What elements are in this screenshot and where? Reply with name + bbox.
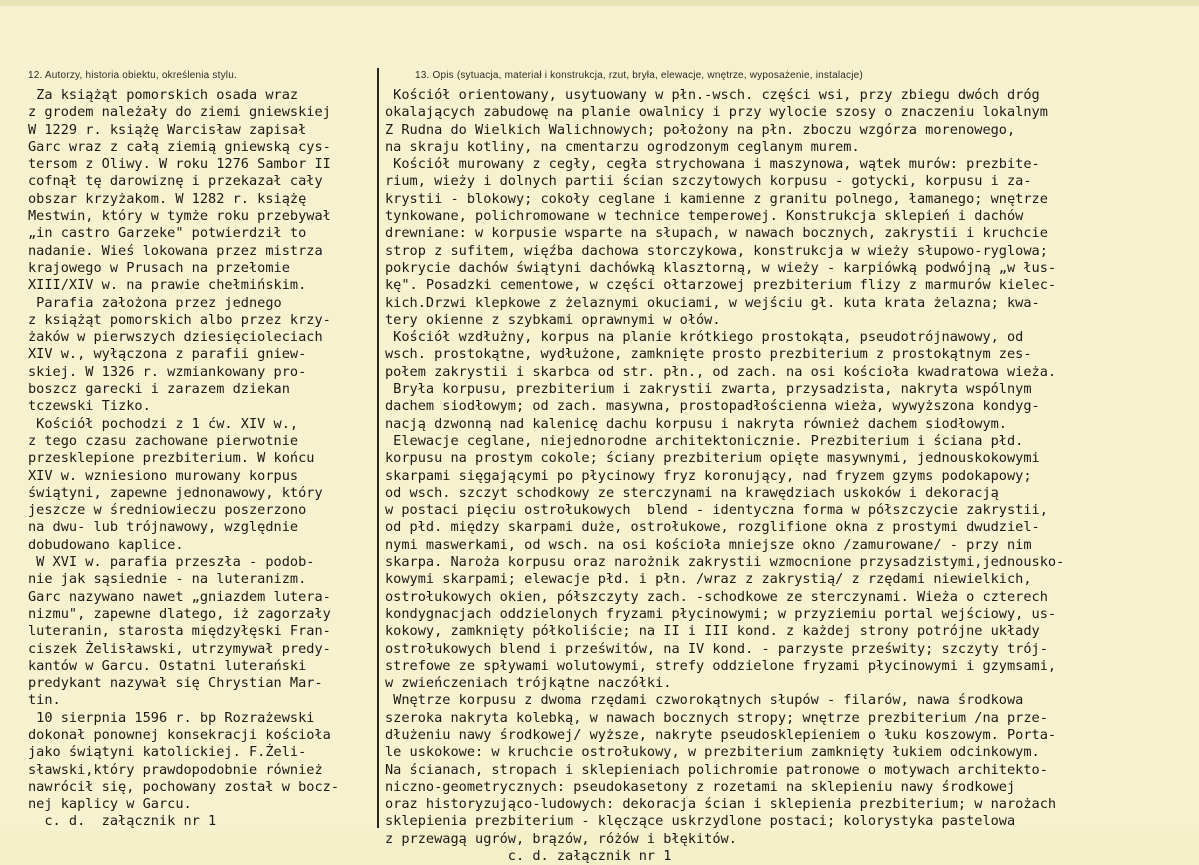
history-text-line: jako świątyni katolickiej. F.Żeli- <box>28 744 307 761</box>
description-text-line: strefowe ze spływami wolutowymi, strefy oddzielone fryzami płycinowymi i gzymsami, <box>385 657 1057 674</box>
history-text-line: nadanie. Wieś lokowana przez mistrza <box>28 242 323 259</box>
history-text-column <box>28 87 374 831</box>
history-text-line: nizmu", zapewne dlatego, iż zagorzały <box>28 605 331 622</box>
description-text-line: niczno-geometrycznych: pseudokasetony z rozetami na sklepieniu nawy środkowej <box>385 778 1016 795</box>
history-text-line: XIV w. wzniesiono murowany korpus <box>28 467 299 484</box>
description-text-line: połem zakrystii i skarbca od str. płn., od zach. na osi kościoła kwadratowa wieża. <box>385 363 1057 380</box>
description-text-line: pokrycie dachów świątyni dachówką klasztorną, w wieży - karpiówką podwójną „w łus- <box>385 259 1057 276</box>
history-text-line: Garc nazywano nawet „gniazdem lutera- <box>28 588 331 605</box>
description-text-line: sklepienia prezbiterium - klęczące uskrzydlone postaci; kolorystyka pastelowa <box>385 813 1016 830</box>
history-text-line: „in castro Garzeke" potwierdził to <box>28 225 307 242</box>
description-text-line: skarpami sięgającymi po płycinowy fryz koronujący, nad fryzem gzyms podokapowy; <box>385 467 1032 484</box>
description-text-line: od płd. między skarpami duże, ostrołukowe, rozglifione okna z prostymi dwudziel- <box>385 519 1040 536</box>
history-text-line: Kościół pochodzi z 1 ćw. XIV w., <box>28 415 299 432</box>
description-text-line: na skraju kotliny, na cmentarzu ogrodzonym ceglanym murem. <box>385 138 860 155</box>
description-text-line: szeroka nakryta kolebką, w nawach bocznych stropy; wnętrze prezbiterium /na prze- <box>385 709 1048 726</box>
description-text-line: krystii - blokowy; cokoły ceglane i kamienne z granitu polnego, łamanego; wnętrze <box>385 190 1048 207</box>
history-text-line: dobudowano kaplice. <box>28 536 184 553</box>
history-text-line: 10 sierpnia 1596 r. bp Rozrażewski <box>28 709 315 726</box>
description-text-line: Z Rudna do Wielkich Walichnowych; położony na płn. zboczu wzgórza morenowego, <box>385 121 1016 138</box>
history-text-line: żaków w pierwszych dziesięcioleciach <box>28 329 323 346</box>
section-12-header: 12. Autorzy, historia obiektu, określenia stylu. <box>28 70 237 81</box>
description-text-line: ostrołukowych okien, półszczyty zach. -schodkowe ze sterczynami. Wieża o czterech <box>385 588 1048 605</box>
description-text-line: c. d. załącznik nr 1 <box>385 848 672 865</box>
history-text-line: nawrócił się, pochowany został w bocz- <box>28 778 339 795</box>
description-text-line: w zwieńczeniach trójkątne naczółki. <box>385 675 672 692</box>
column-divider <box>377 68 379 828</box>
description-text-line: wsch. prostokątne, wydłużone, zamknięte prosto prezbiterium z prostokątnym zes- <box>385 346 1032 363</box>
card-top-edge <box>0 0 1199 6</box>
history-text-line: cofnął tę darowiznę i przekazał cały <box>28 173 323 190</box>
description-text-line: Kościół wzdłużny, korpus na planie krótkiego prostokąta, pseudotrójnawowy, od <box>385 329 1024 346</box>
description-text-line: z przewagą ugrów, brązów, różów i błękitów. <box>385 830 737 847</box>
history-text-line: tczewski Tizko. <box>28 398 151 415</box>
description-text-line: Kościół murowany z cegły, cegła strychowana i maszynowa, wątek murów: prezbite- <box>385 156 1040 173</box>
description-text-line: od wsch. szczyt schodkowy ze sterczynami na krawędziach uskoków i dekoracją <box>385 484 999 501</box>
description-text-line: korpusu na prostym cokole; ściany prezbiterium opięte masywnymi, jednouskokowymi <box>385 450 1040 467</box>
history-text-line: świątyni, zapewne jednonawowy, który <box>28 484 323 501</box>
history-text-line: tin. <box>28 692 61 709</box>
description-text-line: Wnętrze korpusu z dwoma rzędami czworokątnych słupów - filarów, nawa środkowa <box>385 692 1024 709</box>
description-text-line: skarpa. Naroża korpusu oraz narożnik zakrystii wzmocnione przysadzistymi,jednousko- <box>385 554 1065 571</box>
description-text-line: kę". Posadzki cementowe, w części ołtarzowej prezbiterium flizy z marmurów kielec- <box>385 277 1057 294</box>
history-text-line: ciszek Żelisławski, utrzymywał predy- <box>28 640 331 657</box>
history-text-line: przesklepione prezbiterium. W końcu <box>28 450 315 467</box>
description-text-line: dłużeniu nawy środkowej/ wyższe, nakryte pseudosklepieniem o łuku koszowym. Porta- <box>385 726 1057 743</box>
history-text-line: Mestwin, który w tymże roku przebywał <box>28 208 331 225</box>
history-text-line: c. d. załącznik nr 1 <box>28 813 217 830</box>
history-text-line: nie jak sąsiednie - na luteranizm. <box>28 571 307 588</box>
history-text-line: luteranin, starosta międzyłęski Fran- <box>28 623 331 640</box>
description-text-line: nymi maswerkami, od wsch. na osi kościoła mniejsze okno /zamurowane/ - przy nim <box>385 536 1032 553</box>
history-text-line: Garc wraz z całą ziemią gniewską cys- <box>28 138 331 155</box>
description-text-line: ostrołukowych blend i prześwitów, na IV kond. - parzyste prześwity; szczyty trój- <box>385 640 1048 657</box>
history-text-line: na dwu- lub trójnawowy, względnie <box>28 519 299 536</box>
description-text-line: dachem siodłowym; od zach. masywna, prostopadłościenna wieża, wywyższona kondyg- <box>385 398 1040 415</box>
history-text-line: krajowego w Prusach na przełomie <box>28 259 290 276</box>
description-text-line: oraz historyzująco-ludowych: dekoracja ścian i sklepienia prezbiterium; w narożach <box>385 796 1057 813</box>
history-text-line: sławski,który prawdopodobnie również <box>28 761 323 778</box>
history-text-line: boszcz garecki i zarazem dziekan <box>28 381 290 398</box>
history-text-line: tersom z Oliwy. W roku 1276 Sambor II <box>28 156 331 173</box>
history-text-line: XIII/XIV w. na prawie chełmińskim. <box>28 277 307 294</box>
description-text-line: Bryła korpusu, prezbiterium i zakrystii zwarta, przysadzista, nakryta wspólnym <box>385 381 1032 398</box>
description-text-line: kich.Drzwi klepkowe z żelaznymi okuciami, w wejściu gł. kuta krata żelazna; kwa- <box>385 294 1040 311</box>
history-text-line: jeszcze w średniowieczu poszerzono <box>28 502 307 519</box>
description-text-line: strop z sufitem, więźba dachowa storczykowa, konstrukcja w wieży słupowo-ryglowa; <box>385 242 1048 259</box>
description-text-line: Na ścianach, stropach i sklepieniach polichromie patronowe o motywach architekto- <box>385 761 1048 778</box>
description-text-line: kondygnacjach oddzielonych fryzami płycinowymi; w przyziemiu portal wejściowy, us- <box>385 605 1057 622</box>
history-text-line: z książąt pomorskich albo przez krzy- <box>28 311 331 328</box>
history-text-line: Za książąt pomorskich osada wraz <box>28 87 299 103</box>
description-text-line: Kościół orientowany, usytuowany w płn.-wsch. części wsi, przy zbiegu dwóch dróg <box>385 87 1040 103</box>
history-text-line: W XVI w. parafia przeszła - podob- <box>28 554 315 571</box>
description-text-line: kowymi skarpami; elewacje płd. i płn. /wraz z zakrystią/ z rzędami niewielkich, <box>385 571 1032 588</box>
description-text-line: kokowy, zamknięty półkoliście; na II i III kond. z każdej strony potrójne układy <box>385 623 1040 640</box>
history-text-line: predykant nazywał się Chrystian Mar- <box>28 675 323 692</box>
history-text-line: obszar krzyżakom. W 1282 r. książę <box>28 190 307 207</box>
history-text-line: kantów w Garcu. Ostatni luterański <box>28 657 307 674</box>
section-13-header: 13. Opis (sytuacja, materiał i konstrukcja, rzut, bryła, elewacje, wnętrze, wyposażenie, instalacje) <box>415 70 863 81</box>
history-text-line: z tego czasu zachowane pierwotnie <box>28 432 299 449</box>
description-text-line: le uskokowe: w kruchcie ostrołukowy, w prezbiterium zamknięty łukiem odcinkowym. <box>385 744 1040 761</box>
history-text-line: skiej. W 1326 r. wzmiankowany pro- <box>28 363 307 380</box>
history-text-line: W 1229 r. książę Warcisław zapisał <box>28 121 307 138</box>
history-text-line: z grodem należały do ziemi gniewskiej <box>28 104 331 121</box>
history-text-line: nej kaplicy w Garcu. <box>28 796 192 813</box>
description-text-line: tery okienne z szybkami oprawnymi w ołów. <box>385 311 721 328</box>
history-text-line: XIV w., wyłączona z parafii gniew- <box>28 346 307 363</box>
description-text-line: drewniane: w korpusie wsparte na słupach, w nawach bocznych, zakrystii i kruchcie <box>385 225 1048 242</box>
description-text-line: w postaci pięciu ostrołukowych blend - identyczna forma w półszczycie zakrystii, <box>385 502 1048 519</box>
description-text-line: okalających zabudowę na planie owalnicy i przy wylocie szosy o znaczeniu lokalnym <box>385 104 1048 121</box>
description-text-line: tynkowane, polichromowane w technice temperowej. Konstrukcja sklepień i dachów <box>385 208 1024 225</box>
history-text-line: Parafia założona przez jednego <box>28 294 282 311</box>
description-text-line: Elewacje ceglane, niejednorodne architektonicznie. Prezbiterium i ściana płd. <box>385 432 1024 449</box>
description-text-line: nacją dzwonną nad kalenicę dachu korpusu i nakryta również dachem siodłowym. <box>385 415 1007 432</box>
description-text-line: rium, wieży i dolnych partii ścian szczytowych korpusu - gotycki, korpusu i za- <box>385 173 1032 190</box>
description-text-column <box>385 87 1195 865</box>
history-text-line: dokonał ponownej konsekracji kościoła <box>28 726 331 743</box>
